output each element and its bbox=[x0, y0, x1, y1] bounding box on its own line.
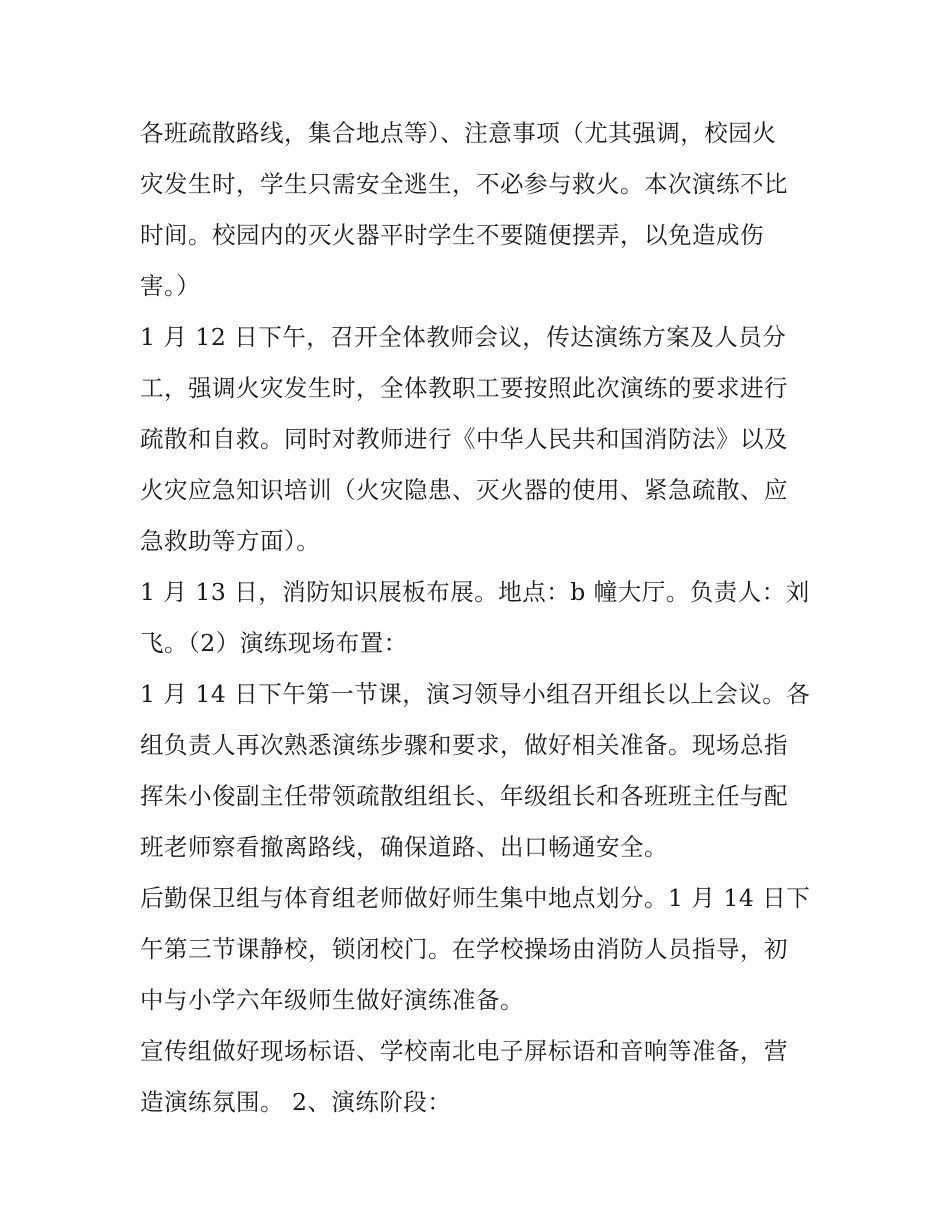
text-line: 飞。（2）演练现场布置： bbox=[140, 629, 408, 657]
text-line: 后勤保卫组与体育组老师做好师生集中地点划分。1 月 14 日下 bbox=[140, 884, 811, 912]
text-line: 疏散和自救。同时对教师进行《中华人民共和国消防法》以及 bbox=[140, 425, 788, 453]
text-line: 灾发生时，学生只需安全逃生，不必参与救火。本次演练不比 bbox=[140, 170, 788, 198]
text-line: 午第三节课静校，锁闭校门。在学校操场由消防人员指导，初 bbox=[140, 935, 788, 963]
text-line: 火灾应急知识培训（火灾隐患、灭火器的使用、紧急疏散、应 bbox=[140, 476, 788, 504]
text-line: 造演练氛围。 2、演练阶段： bbox=[140, 1088, 452, 1116]
text-line: 各班疏散路线，集合地点等）、注意事项（尤其强调，校园火 bbox=[140, 119, 777, 147]
text-line: 组负责人再次熟悉演练步骤和要求，做好相关准备。现场总指 bbox=[140, 731, 788, 759]
text-line: 宣传组做好现场标语、学校南北电子屏标语和音响等准备，营 bbox=[140, 1037, 788, 1065]
text-line: 班老师察看撤离路线，确保道路、出口畅通安全。 bbox=[140, 833, 668, 861]
text-line: 中与小学六年级师生做好演练准备。 bbox=[140, 986, 524, 1014]
text-line: 工，强调火灾发生时，全体教职工要按照此次演练的要求进行 bbox=[140, 374, 788, 402]
text-line: 1 月 13 日，消防知识展板布展。地点：b 幢大厅。负责人：刘 bbox=[140, 578, 810, 606]
text-line: 害。） bbox=[140, 272, 201, 300]
document-body bbox=[140, 108, 830, 1128]
text-line: 挥朱小俊副主任带领疏散组组长、年级组长和各班班主任与配 bbox=[140, 782, 788, 810]
text-line: 时间。校园内的灭火器平时学生不要随便摆弄，以免造成伤 bbox=[140, 221, 764, 249]
text-line: 1 月 14 日下午第一节课，演习领导小组召开组长以上会议。各 bbox=[140, 680, 811, 708]
text-line: 急救助等方面）。 bbox=[140, 527, 321, 555]
text-line: 1 月 12 日下午，召开全体教师会议，传达演练方案及人员分 bbox=[140, 323, 787, 351]
